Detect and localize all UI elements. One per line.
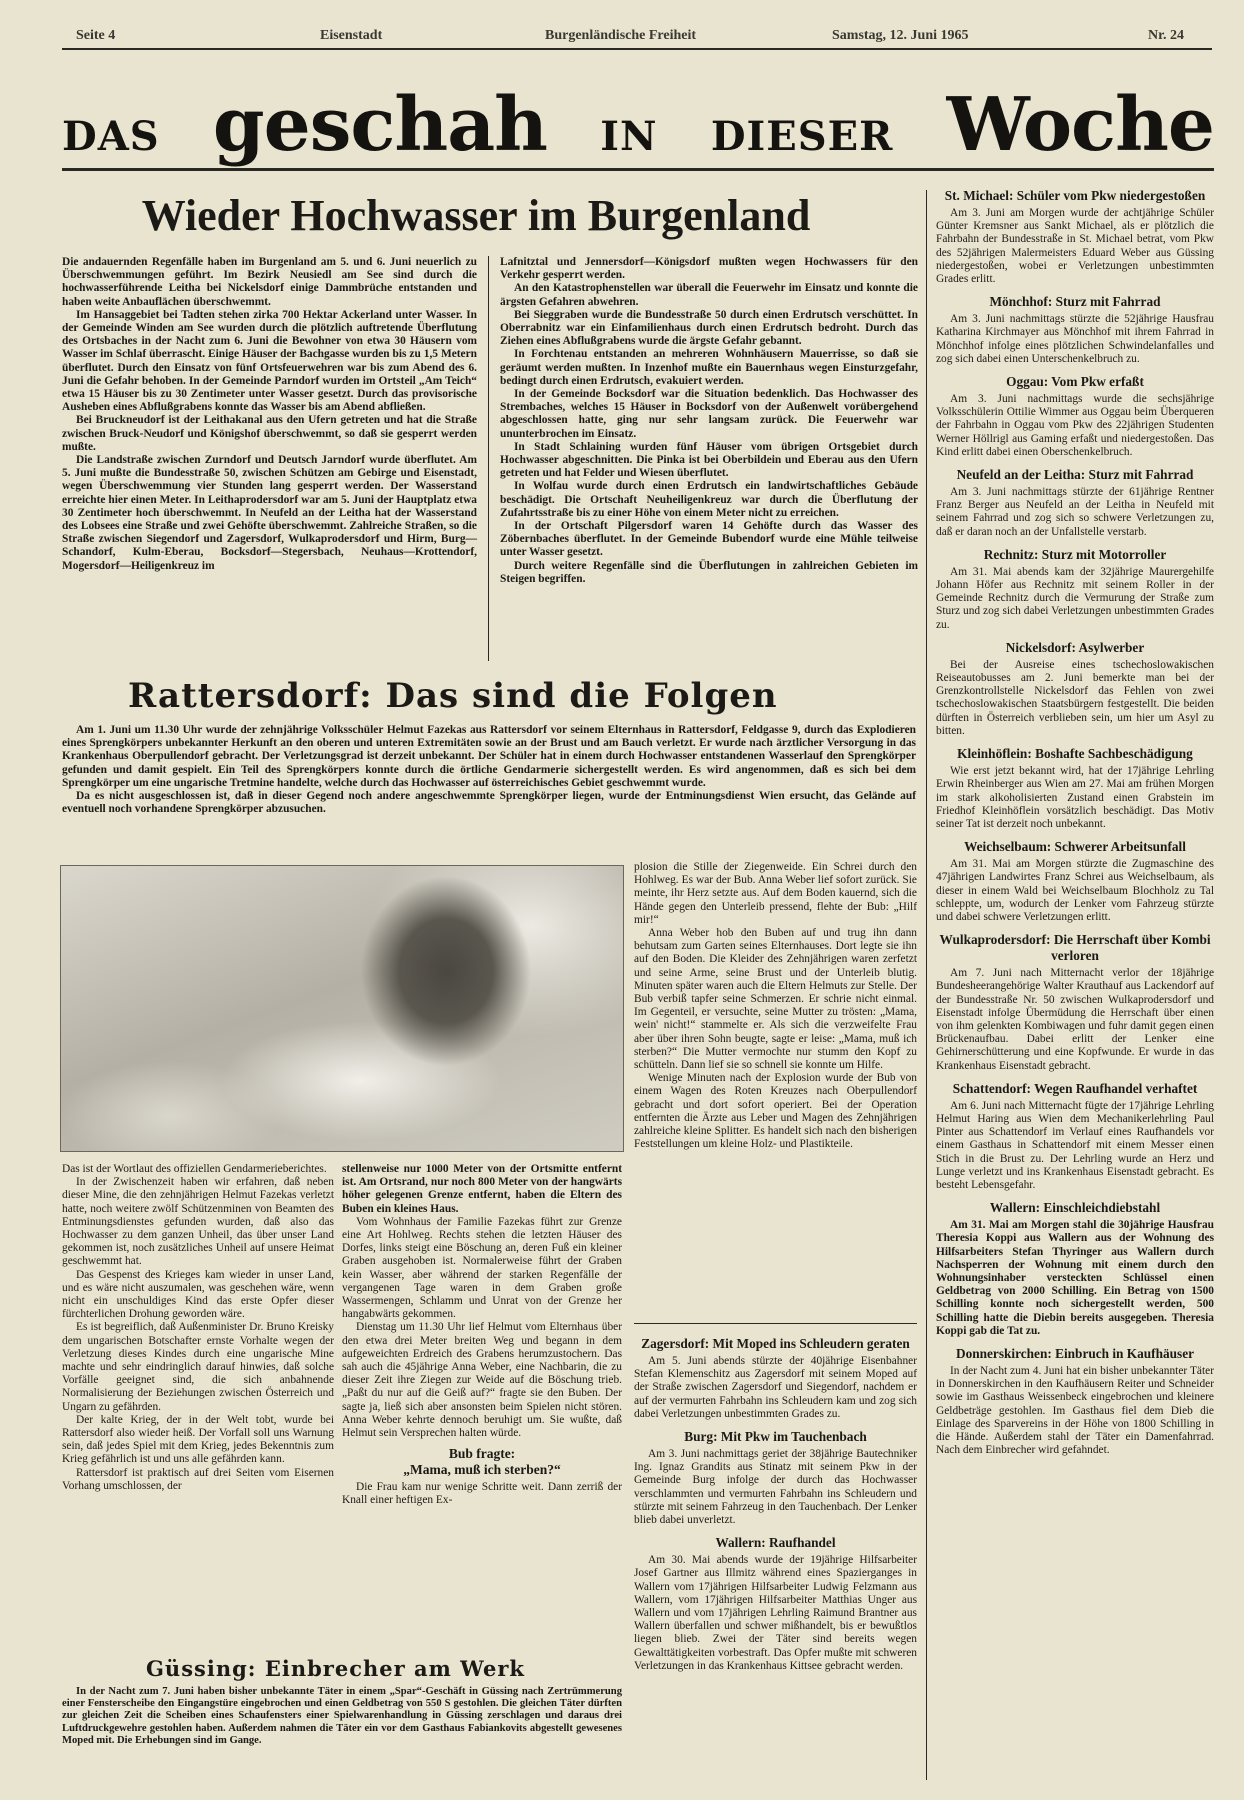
news-item-head: Burg: Mit Pkw im Tauchenbach (684, 1429, 867, 1445)
paragraph: Rattersdorf ist praktisch auf drei Seiten vom Eisernen Vorhang umschlossen, der (62, 1466, 334, 1492)
paragraph: In der Zwischenzeit haben wir erfahren, daß neben dieser Mine, die den zehnjährigen Helmut Fazekas verletzt hatte, noch weitere zwölf Schützenminen von Beamten des Entminungsdienstes gefunden wurden, daß also das Hochwasser zu dem ganzen Unheil, das über unser Land gekommen ist, noch zusätzliches Unheil auf unsere Heimat geschwemmt hat. (62, 1176, 334, 1268)
paragraph: Vom Wohnhaus der Familie Fazekas führt zur Grenze eine Art Hohlweg. Rechts stehen die letzten Häuser des Dorfes, links steigt eine Böschung an, deren Fuß ein kleiner Graben ausgehoben ist. Normalerweise führt der Graben kein Wasser, aber während der starken Regenfälle der vergangenen Tage waren in dem Graben große Wassermengen, Schlamm und Unrat von der Grenze her hangabwärts gekommen. (342, 1215, 622, 1321)
news-item-text: Am 30. Mai abends wurde der 19jährige Hilfsarbeiter Josef Gartner aus Illmitz während eines Spazierganges in Wallern vom 17jährigen Hilfsarbeiter Ludwig Felzmann aus Wallern, vom 17jährigen Hilfsarbeiter Matthias Unger aus Wallern und vom 17jährigen Lehrling Raimund Brantner aus Wallern überfallen und schwer mißhandelt, bis er bewußtlos liegen blieb. Zwei der Täter sind bereits wegen Gewalttätigkeiten vorbestraft. Das Opfer mußte mit schweren Verletzungen in das Krankenhaus Kittsee gebracht werden. (634, 1554, 917, 1672)
news-item (936, 188, 1214, 286)
paragraph: Der kalte Krieg, der in der Welt tobt, wurde bei Rattersdorf also wieder heiß. Der Vorfall soll uns Warnung sein, daß jedes Spiel mit dem Krieg, jedes Bekenntnis zum Krieg gefährlich ist und uns alle gefährden kann. (62, 1413, 334, 1466)
news-item-text: In der Nacht zum 4. Juni hat ein bisher unbekannter Täter in Donnerskirchen in den Kaufhäusern Reiter und Schneider sowie im Gasthaus Weissenbeck eingebrochen und kleinere Geldbeträge gestohlen. Im Gasthaus fiel dem Dieb die Einlage des Sparvereins in der Höhe von 1800 Schilling in die Hände. Außerdem stahl der Täter ein Damenfahrrad. Nach dem Einbrecher wird gefahndet. (936, 1365, 1214, 1457)
rattersdorf-column-b (342, 1163, 622, 1508)
issue-date: Samstag, 12. Juni 1965 (832, 28, 969, 43)
news-item-text: Am 3. Juni am Morgen wurde der achtjährige Schüler Günter Kremsner aus Sankt Michael, als er plötzlich die Fahrbahn der Bundesstraße in St. Michael betrat, vom Pkw des 52jährigen Malermeisters Eduard Weber aus Güssing niedergestoßen, wobei er Verletzungen unbestimmten Grades erlitt. (936, 207, 1214, 286)
paragraph: Durch weitere Regenfälle sind die Überflutungen in zahlreichen Gebieten im Steigen begriffen. (500, 559, 918, 585)
headline-word-1: DAS (62, 113, 160, 160)
paragraph: In der Gemeinde Bocksdorf war die Situation bedenklich. Das Hochwasser des Strembaches, welches 15 Häuser in Bocksdorf von der Außenwelt vorübergehend abgeschlossen hatte, ging nur sehr langsam zurück. Die Feuerwehr war ununterbrochen im Einsatz. (500, 388, 918, 440)
news-item-text: Am 3. Juni nachmittags stürzte die 52jährige Hausfrau Katharina Kirchmayer aus Mönchhof mit ihrem Fahrrad in Mönchhof infolge eines plötzlichen Schwindelanfalles und zog sich dabei einen Unterschenkelbruch zu. (936, 313, 1214, 365)
flood-column-2 (500, 256, 918, 586)
paper-name: Burgenländische Freiheit (545, 28, 697, 43)
rattersdorf-title: Rattersdorf: Das sind die Folgen (128, 676, 778, 716)
sidebar-rule (926, 190, 927, 1780)
headline-word-2: geschah (212, 82, 547, 168)
paragraph: In der Ortschaft Pilgersdorf waren 14 Gehöfte durch das Wasser des Zöbernbaches überflutet. In der Gemeinde Bubendorf wurde eine Mühle teilweise unter Wasser gesetzt. (500, 520, 918, 559)
subhead-quote: „Mama, muß ich sterben?“ (403, 1462, 561, 1478)
issue-number: Nr. 24 (1148, 28, 1185, 43)
paragraph: Die Frau kam nur wenige Schritte weit. Dann zerriß der Knall einer heftigen Ex- (342, 1481, 622, 1507)
paragraph: Da es nicht ausgeschlossen ist, daß in dieser Gegend noch andere angeschwemmte Sprengkörper liegen, wurde der Entminungsdienst Wien ersucht, das Gelände auf eventuell noch vorhandene Sprengkörper abzusuchen. (62, 790, 916, 816)
news-item-text: Am 3. Juni nachmittags stürzte der 61jährige Rentner Franz Berger aus Neufeld an der Leitha in Neufeld mit seinem Fahrrad und zog sich so schwere Verletzungen zu, daß er daran noch an der Unfallstelle verstarb. (936, 486, 1214, 538)
section-rule (634, 1323, 917, 1324)
paragraph: An den Katastrophenstellen war überall die Feuerwehr im Einsatz und konnte die ärgsten Gefahren abwehren. (500, 282, 918, 308)
paragraph: Am 1. Juni um 11.30 Uhr wurde der zehnjährige Volksschüler Helmut Fazekas aus Rattersdorf vor seinem Elternhaus in Rattersdorf, Feldgasse 9, durch das Explodieren eines Sprengkörpers unbekannter Herkunft an den oberen und unteren Extremitäten sowie an der Brust und am Bauch verletzt. Er wurde nach ärztlicher Versorgung in das Krankenhaus Oberpullendorf gebracht. Der Verletzungsgrad ist derzeit unbekannt. Der Schüler hat in einem durch Hochwasser entstandenen Wasserlauf den Sprengkörper gefunden und damit gespielt. Ein Teil des Sprengkörpers konnte durch die örtliche Gendarmerie sichergestellt werden. Es wird angenommen, daß es sich bei dem Sprengkörper um eine ungarische Tretmine handelte, welche durch das Hochwasser auf österreichisches Gebiet geschwemmt wurde. (62, 724, 916, 789)
paragraph: plosion die Stille der Ziegenweide. Ein Schrei durch den Hohlweg. Es war der Bub. Anna Weber lief sofort zurück. Sie meinte, ihr Herz setzte aus. Auf dem Boden kauernd, sich die Hände gegen den Unterleib pressend, flehte der Bub: „Hilf mir!“ (634, 861, 917, 926)
news-item-text: Am 31. Mai abends kam der 32jährige Maurergehilfe Johann Höfer aus Rechnitz mit seinem Roller in der Gemeinde Rechnitz durch die Vermurung der Straße zum Sturz und zog sich dabei Verletzungen unbestimmten Grades zu. (936, 565, 1214, 631)
paragraph: In Stadt Schlaining wurden fünf Häuser vom übrigen Ortsgebiet durch Hochwasser abgeschnitten. Die Pinka ist bei Oberbildein und Eberau aus den Ufern getreten und hat Felder und Wiesen überflutet. (500, 440, 918, 480)
news-item (936, 746, 1214, 831)
place: Eisenstadt (320, 28, 383, 43)
news-item-head: St. Michael: Schüler vom Pkw niedergestoßen (944, 188, 1206, 203)
news-item (936, 374, 1214, 459)
rattersdorf-column-c (634, 861, 917, 1151)
flood-title: Wieder Hochwasser im Burgenland (141, 191, 811, 240)
news-item-head: Mönchhof: Sturz mit Fahrrad (989, 294, 1161, 310)
paragraph: In der Nacht zum 7. Juni haben bisher unbekannte Täter in einem „Spar“-Geschäft in Güssing nach Zertrümmerung einer Fensterscheibe den Eingangstüre eingebrochen und einen Geldbetrag von 550 S gestohlen. Die gleichen Täter dürften zur gleichen Zeit die Scheiben eines Schaufensters einer Spielwarenhandlung in Güssing zerschlagen und daraus drei Luftdruckgewehre gestohlen haben. Außerdem nahmen die Täter ein vor dem Gasthaus Fabiankovits abgestellt gewesenes Moped mit. Die Erhebungen sind im Gange. (62, 1686, 622, 1746)
short-news-sidebar (936, 188, 1214, 1457)
news-item (936, 467, 1214, 539)
guessing-text (62, 1686, 622, 1747)
news-item-text: Wie erst jetzt bekannt wird, hat der 17jährige Lehrling Erwin Rheinberger aus Wien am 27. Mai am frühen Morgen im stark alkoholisierten Zustand einen Grabstein im Friedhof Kleinhöflein vorsätzlich beschädigt. Das Motiv seiner Tat ist derzeit noch unbekannt. (936, 765, 1214, 830)
paragraph: Die Landstraße zwischen Zurndorf und Deutsch Jarndorf wurde überflutet. Am 5. Juni mußte die Bundesstraße 50, zwischen Schützen am Gebirge und Eisenstadt, wegen Überschwemmung vier Stunden lang gesperrt werden. Der Wasserstand erreichte hier einen Meter. In Leithaprodersdorf war am 5. Juni der Hauptplatz etwa 30 Zentimeter hoch überschwemmt. In Neufeld an der Leitha hat der Wasserstand des Lobsees eine Straße und zwei Gehöfte überschwemmt. Zahlreiche Straßen, so die Straße zwischen Siegendorf und Zagersdorf, Wulkaprodersdorf und Hirm, Burg—Schandorf, Kulm-Eberau, Bocksdorf—Stegersbach, Neuhaus—Krottendorf, Mogersdorf—Heiligenkreuz im (62, 454, 477, 572)
news-item (936, 294, 1214, 366)
news-item (936, 932, 1214, 1073)
news-item (936, 1081, 1214, 1192)
headline-word-3: IN (600, 113, 658, 160)
news-item-text: Am 6. Juni nach Mitternacht fügte der 17jährige Lehrling Helmut Haring aus Wien dem Mechanikerlehrling Paul Pinter aus Schattendorf im Verlauf eines Raufhandels vor einem Gasthaus in Schattendorf mit einem Messer einen Stich in die Brust zu. Der Lehrling wurde an Herz und Lunge verletzt und ins Krankenhaus Eisenstadt gebracht. Es besteht Lebensgefahr. (936, 1099, 1214, 1191)
news-item-head: Wallern: Einschleichdiebstahl (989, 1200, 1161, 1216)
paragraph: Im Hansaggebiet bei Tadten stehen zirka 700 Hektar Ackerland unter Wasser. In der Gemeinde Winden am See wurden durch die plötzlich auftretende Überflutung des Ortsbaches in der Nacht zum 6. Juni die Bewohner von etwa 30 Häusern vom Wasser im Schlaf überrascht. Einige Häuser der Bachgasse wurden bis zu 1,5 Metern überflutet. Durch den Einsatz von fünf Ortsfeuerwehren war bis zum Abend des 6. Juni die Gefahr behoben. In der Gemeinde Parndorf wurden im Ortsteil „Am Teich“ etwa 15 Häuser bis zu 30 Zentimeter unter Wasser gesetzt. Durch das provisorische Ausheben eines Abflußgrabens konnte das Wasser bis am Abend abfließen. (62, 308, 477, 414)
news-item-head: Oggau: Vom Pkw erfaßt (1006, 374, 1144, 390)
news-item-head: Nickelsdorf: Asylwerber (1005, 639, 1145, 655)
headline-rule (62, 168, 1214, 171)
news-item-text: Bei der Ausreise eines tschechoslowakischen Reiseautobusses am 2. Juni bemerkte man bei der Grenzkontrollstelle Nickelsdorf das Fehlen von zwei tschechoslowakischen Staatsbürgern festgestellt. Die beiden dürften in Österreich verblieben sein, um hier um Asyl zu bitten. (936, 658, 1214, 737)
news-item (634, 1336, 917, 1421)
news-item-head: Zagersdorf: Mit Moped ins Schleudern geraten (641, 1336, 910, 1351)
news-item (936, 839, 1214, 924)
subhead-bub-fragte: Bub fragte: (448, 1446, 516, 1462)
paragraph: In Forchtenau entstanden an mehreren Wohnhäusern Mauerrisse, so daß sie geräumt werden mußten. In Inzenhof mußte ein Bauernhaus wegen Einsturzgefahr, bedingt durch einen Erdrutsch, evakuiert werden. (500, 348, 918, 387)
paragraph: Die andauernden Regenfälle haben im Burgenland am 5. und 6. Juni neuerlich zu Überschwemmungen geführt. Im Bezirk Neusiedl am See sind durch die hochwasserführende Leitha bei Nickelsdorf einige Dammbrüche entstanden und haben weite Anbauflächen überschwemmt. (62, 256, 477, 308)
page-number: Seite 4 (76, 28, 116, 43)
paragraph: In Wolfau wurde durch einen Erdrutsch ein landwirtschaftliches Gebäude beschädigt. Die Ortschaft Neuheiligenkreuz war durch die Überflutung der Zufahrtsstraße bis zu einer Höhe von einem Meter nicht zu erreichen. (500, 480, 918, 519)
short-news-middle (634, 1328, 917, 1673)
news-item-text: Am 31. Mai am Morgen stürzte die Zugmaschine des 47jährigen Landwirtes Franz Schrei aus Weichselbaum, als dieser in einem Wald bei Weichselbaum Blochholz zu Tal schleppte, um, wodurch der Lenker vom Fahrzeug stürzte und dabei schwere Verletzungen erlitt. (936, 858, 1214, 923)
news-item-head: Wallern: Raufhandel (715, 1535, 836, 1551)
news-item-head: Neufeld an der Leitha: Sturz mit Fahrrad (956, 467, 1194, 483)
news-item (634, 1535, 917, 1673)
paragraph: Es ist begreiflich, daß Außenminister Dr. Bruno Kreisky dem ungarischen Botschafter ernste Vorhalte wegen der Verletzung dieses Kindes durch eine ungarische Mine machte und sehr eindringlich darauf hinwies, daß solche Vorfälle geeignet sind, die sich anbahnende Normalisierung der Beziehungen zwischen Österreich und Ungarn zu gefährden. (62, 1321, 334, 1413)
news-item-text: Am 3. Juni nachmittags wurde die sechsjährige Volksschülerin Ottilie Wimmer aus Oggau beim Überqueren der Fahrbahn in Oggau vom Pkw des 22jährigen Studenten Werner Höllrigl aus Gaming erfaßt und niedergestoßen. Das Kind erlitt dabei einen Oberschenkelbruch. (936, 393, 1214, 458)
news-item (936, 1346, 1214, 1457)
news-item-text: Am 7. Juni nach Mitternacht verlor der 18jährige Bundesheerangehörige Walter Krauthauf aus Lackendorf auf der Bundesstraße Nr. 50 zwischen Wulkaprodersdorf und Eisenstadt infolge Übermüdung die Herrschaft über einen von ihm gelenkten Kombiwagen und fuhr damit gegen einen Brückenaufbau. Dabei erlitt der Lenker eine Gehirnerschütterung und eine Kopfwunde. Er wurde in das Krankenhaus Eisenstadt gebracht. (936, 967, 1214, 1072)
headline-word-4: DIESER (710, 113, 894, 160)
news-item-head: Kleinhöflein: Boshafte Sachbeschädigung (957, 746, 1193, 762)
paragraph: Bei Sieggraben wurde die Bundesstraße 50 durch einen Erdrutsch verschüttet. In Oberrabnitz war ein Einfamilienhaus durch einen Erdrutsch bedroht. Durch das Ziehen eines Abflußgrabens wurde die ärgste Gefahr gebannt. (500, 308, 918, 348)
news-item-text: Am 31. Mai am Morgen stahl die 30jährige Hausfrau Theresia Koppi aus Wallern aus der Wohnung des Hilfsarbeiters Stefan Thyringer aus Wallern durch Nachsperren der Wohnung mit einem durch den Wohnungsinhaber versteckten Schlüssel einen Geldbetrag von 2000 Schilling. Ein Betrag von 1500 Schilling konnte noch sichergestellt werden, 500 Schilling hatte die Diebin bereits ausgegeben. Theresia Koppi gab die Tat zu. (936, 1219, 1214, 1337)
news-item-head: Rechnitz: Sturz mit Motorroller (983, 546, 1167, 562)
guessing-title: Güssing: Einbrecher am Werk (146, 1656, 525, 1681)
news-item (936, 1200, 1214, 1338)
paragraph: Bei Bruckneudorf ist der Leithakanal aus den Ufern getreten und hat die Straße zwischen Bruck-Neudorf und Königshof überschwemmt, so daß sie gesperrt werden mußte. (62, 414, 477, 453)
photo-injured-boy (60, 865, 624, 1152)
paragraph: Anna Weber hob den Buben auf und trug ihn dann behutsam zum Garten seines Elternhauses. Dort legte sie ihn auf den Boden. Die Kleider des Zehnjährigen waren zerfetzt und seine Arme, seine Brust und der Unterleib blutig. Minuten später waren auch die Eltern Helmuts zur Stelle. Der Bub verbiß tapfer seine Schmerzen. Er schrie nicht einmal. Im Gegenteil, er versuchte, seine Mutter zu trösten: „Mama, wein' nicht!“ stammelte er. Als sich die verzweifelte Frau aber über ihren Sohn beugte, sagte er leise: „Mama, muß ich sterben?“ Die Mutter vermochte nur stumm den Kopf zu schütteln. Dann lief sie so schnell sie konnte um Hilfe. (634, 927, 917, 1072)
news-item-head: Schattendorf: Wegen Raufhandel verhaftet (952, 1080, 1198, 1096)
news-item (936, 547, 1214, 632)
news-item-text: Am 5. Juni abends stürzte der 40jährige Eisenbahner Stefan Klemenschitz aus Zagersdorf mit seinem Moped auf der Straße zwischen Zagersdorf und Siegendorf, nachdem er auf der vermurten Fahrbahn ins Schleudern kam und zog sich dabei Verletzungen unbestimmten Grades zu. (634, 1355, 917, 1420)
masthead-rule (62, 48, 1212, 50)
news-item (936, 640, 1214, 738)
news-item-head: Donnerskirchen: Einbruch in Kaufhäuser (955, 1346, 1195, 1361)
column-rule (488, 256, 489, 661)
news-item (634, 1429, 917, 1527)
paragraph: stellenweise nur 1000 Meter von der Ortsmitte entfernt ist. Am Ortsrand, nur noch 800 Meter von der hangwärts höher gelegenen Grenze entfernt, haben die Eltern des Buben ein kleines Haus. (342, 1163, 622, 1215)
flood-column-1 (62, 256, 477, 573)
paragraph: Das Gespenst des Krieges kam wieder in unser Land, und es wäre nicht auszumalen, was geschehen wäre, wenn nicht ein unschuldiges Kind das erste Opfer dieser fürchterlichen Drohung geworden wäre. (62, 1268, 334, 1321)
paragraph: Dienstag um 11.30 Uhr lief Helmut vom Elternhaus über den etwa drei Meter breiten Weg und begann in dem aufgeweichten Erdreich des Grabens herumzustochern. Das sah auch die 45jährige Anna Weber, eine Nachbarin, die zu dieser Zeit ihre Ziegen zur Weide auf die Böschung trieb. „Paßt du nur auf die Geiß auf?“ fragte sie den Buben. Der sagte ja, ließ sich aber ansonsten beim Spielen nicht stören. Anna Weber kehrte dennoch beruhigt um. Sie wußte, daß Helmut sein Versprechen halten würde. (342, 1321, 622, 1440)
news-item-head: Wulkaprodersdorf: Die Herrschaft über Kombi verloren (939, 932, 1211, 964)
paragraph: Das ist der Wortlaut des offiziellen Gendarmerieberichtes. (62, 1163, 327, 1175)
news-item-head: Weichselbaum: Schwerer Arbeitsunfall (964, 839, 1186, 855)
paragraph: Lafnitztal und Jennersdorf—Königsdorf mußten wegen Hochwassers für den Verkehr gesperrt werden. (500, 256, 918, 282)
rattersdorf-column-a (62, 1163, 334, 1493)
paragraph: Wenige Minuten nach der Explosion wurde der Bub von einem Wagen des Roten Kreuzes nach Oberpullendorf gebracht und dort sofort operiert. Bei der Operation entfernten die Ärzte aus Leber und Magen des Zehnjährigen zahlreiche kleine Splitter. Es handelt sich nach den bisherigen Feststellungen um kleine Holz- und Plastikteile. (634, 1072, 917, 1151)
headline-word-5: Woche (946, 82, 1214, 168)
rattersdorf-lead (62, 724, 916, 816)
page-headline (62, 82, 1214, 168)
news-item-text: Am 3. Juni nachmittags geriet der 38jährige Bautechniker Ing. Ignaz Grandits aus Stinatz mit seinem Pkw in der Gemeinde Burg infolge der durch das Hochwasser verschlammten und vermurten Fahrbahn ins Schleudern und stürzte mit seinem Fahrzeug in den Tauchenbach. Der Lenker blieb dabei unverletzt. (634, 1448, 917, 1527)
